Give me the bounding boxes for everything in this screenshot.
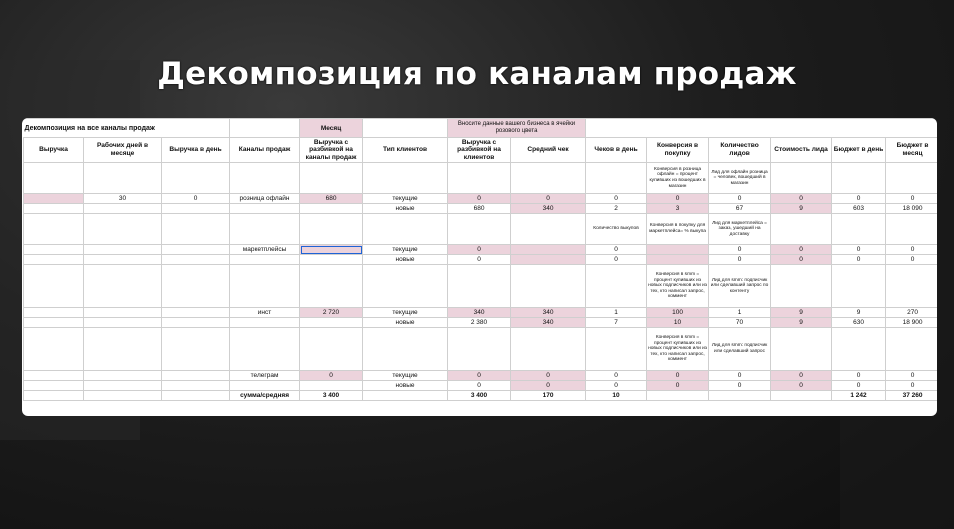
header-revenue-by-client: Выручка с разбивкой на клиентов — [448, 138, 511, 163]
cell[interactable]: 3 400 — [448, 391, 511, 401]
header-sales-channels: Каналы продаж — [230, 138, 300, 163]
cell[interactable] — [84, 255, 162, 265]
cell[interactable]: 0 — [586, 371, 647, 381]
cell[interactable] — [511, 255, 586, 265]
hint-cell: Вносите данные вашего бизнеса в ячейки розового цвета — [448, 119, 586, 138]
cell[interactable]: 1 242 — [832, 391, 886, 401]
cell[interactable] — [24, 318, 84, 328]
note-row — [24, 328, 938, 371]
cell[interactable] — [709, 391, 771, 401]
note-offline-leads: Лид для офлайн розница = человек, вошедший в магазин — [709, 163, 771, 194]
cell[interactable]: 3 400 — [300, 391, 363, 401]
cell[interactable]: 170 — [511, 391, 586, 401]
cell[interactable] — [230, 255, 300, 265]
total-label[interactable]: сумма/средняя — [230, 391, 300, 401]
cell[interactable]: 340 — [511, 318, 586, 328]
header-revenue-by-channel: Выручка с разбивкой на каналы продаж — [300, 138, 363, 163]
cell[interactable]: 0 — [771, 255, 832, 265]
note-smm-leads: Лид для smm: подписчик или сделавший запрос — [709, 328, 771, 371]
cell[interactable]: 0 — [448, 194, 511, 204]
note-receipts-count: Количество выкупов — [586, 214, 647, 245]
cell[interactable]: 0 — [771, 371, 832, 381]
cell[interactable] — [24, 255, 84, 265]
cell[interactable]: 0 — [832, 194, 886, 204]
table-row — [24, 194, 938, 204]
cell[interactable]: 340 — [511, 204, 586, 214]
cell[interactable]: 3 — [647, 204, 709, 214]
cell[interactable] — [84, 245, 162, 255]
cell[interactable]: текущие — [363, 245, 448, 255]
cell[interactable] — [647, 391, 709, 401]
note-row — [24, 214, 938, 245]
month-label: Месяц — [300, 119, 363, 138]
cell[interactable]: новые — [363, 318, 448, 328]
cell[interactable]: маркетплейсы — [230, 245, 300, 255]
cell[interactable] — [647, 245, 709, 255]
cell[interactable]: текущие — [363, 194, 448, 204]
cell[interactable] — [300, 255, 363, 265]
cell[interactable] — [230, 381, 300, 391]
note-offline-conversion: Конверсия в розница офлайн = процент купивших из вошедших в магазин — [647, 163, 709, 194]
cell[interactable] — [300, 204, 363, 214]
cell[interactable]: 0 — [448, 255, 511, 265]
cell[interactable]: 1 — [586, 308, 647, 318]
cell[interactable]: 0 — [448, 245, 511, 255]
cell[interactable]: 0 — [709, 245, 771, 255]
cell[interactable]: телеграм — [230, 371, 300, 381]
cell[interactable]: текущие — [363, 308, 448, 318]
note-mp-leads: Лид для маркетплейса = заказ, ушедший на доставку — [709, 214, 771, 245]
cell[interactable] — [162, 245, 230, 255]
table-row — [24, 381, 938, 391]
cell[interactable]: 9 — [771, 308, 832, 318]
cell[interactable] — [24, 194, 84, 204]
table-row — [24, 308, 938, 318]
cell[interactable]: 0 — [511, 194, 586, 204]
cell[interactable]: 0 — [300, 371, 363, 381]
table-row — [24, 204, 938, 214]
cell[interactable]: текущие — [363, 371, 448, 381]
note-mp-conversion: Конверсия в покупку для маркетплейса= % выкупа — [647, 214, 709, 245]
cell[interactable]: 2 720 — [300, 308, 363, 318]
cell[interactable] — [771, 391, 832, 401]
empty-cell — [586, 119, 937, 138]
cell[interactable]: 9 — [771, 204, 832, 214]
cell[interactable]: розница офлайн — [230, 194, 300, 204]
cell[interactable]: 18 900 — [886, 318, 937, 328]
cell[interactable] — [230, 318, 300, 328]
cell[interactable]: 0 — [886, 381, 937, 391]
cell[interactable]: 10 — [586, 391, 647, 401]
selected-cell[interactable] — [300, 245, 363, 255]
cell[interactable] — [162, 371, 230, 381]
cell[interactable]: 70 — [709, 318, 771, 328]
cell[interactable]: 0 — [886, 245, 937, 255]
cell[interactable] — [300, 318, 363, 328]
header-client-type: Тип клиентов — [363, 138, 448, 163]
cell[interactable] — [162, 308, 230, 318]
header-revenue: Выручка — [24, 138, 84, 163]
cell[interactable]: 680 — [300, 194, 363, 204]
cell[interactable] — [162, 318, 230, 328]
note-smm-conversion: Конверсия в smm = процент купивших из новых подписчиков или из тех, кто написал запрос, коммент — [647, 265, 709, 308]
cell[interactable]: 680 — [448, 204, 511, 214]
cell[interactable]: 18 090 — [886, 204, 937, 214]
cell[interactable]: 630 — [832, 318, 886, 328]
cell[interactable] — [84, 308, 162, 318]
cell[interactable]: 9 — [771, 318, 832, 328]
cell[interactable] — [24, 371, 84, 381]
cell[interactable]: 37 260 — [886, 391, 937, 401]
cell[interactable]: 9 — [832, 308, 886, 318]
cell[interactable] — [24, 391, 84, 401]
cell[interactable] — [84, 381, 162, 391]
cell[interactable]: инст — [230, 308, 300, 318]
slide-title: Декомпозиция по каналам продаж — [157, 56, 797, 92]
cell[interactable]: 0 — [886, 255, 937, 265]
cell[interactable] — [363, 391, 448, 401]
cell[interactable] — [24, 204, 84, 214]
cell[interactable] — [24, 308, 84, 318]
note-smm-conversion: Конверсия в smm = процент купивших из новых подписчиков или из тех, кто написал запрос, коммент — [647, 328, 709, 371]
cell[interactable] — [84, 371, 162, 381]
cell[interactable] — [162, 255, 230, 265]
header-conversion: Конверсия в покупку — [647, 138, 709, 163]
cell[interactable]: 0 — [709, 381, 771, 391]
cell[interactable]: 270 — [886, 308, 937, 318]
header-revenue-per-day: Выручка в день — [162, 138, 230, 163]
cell[interactable]: 7 — [586, 318, 647, 328]
spacer-cell — [230, 119, 300, 138]
note-row — [24, 265, 938, 308]
cell[interactable]: 0 — [586, 245, 647, 255]
header-budget-day: Бюджет в день — [832, 138, 886, 163]
cell[interactable] — [230, 204, 300, 214]
table-row — [24, 318, 938, 328]
table-title-row — [24, 119, 938, 138]
header-working-days: Рабочих дней в месяце — [84, 138, 162, 163]
cell[interactable]: 0 — [886, 371, 937, 381]
cell[interactable]: 0 — [647, 371, 709, 381]
cell[interactable]: 340 — [511, 308, 586, 318]
cell[interactable]: 2 — [586, 204, 647, 214]
table-row — [24, 245, 938, 255]
cell[interactable]: 0 — [709, 194, 771, 204]
cell[interactable]: 1 — [709, 308, 771, 318]
cell[interactable] — [84, 391, 162, 401]
cell[interactable]: 0 — [586, 255, 647, 265]
cell[interactable]: 0 — [586, 194, 647, 204]
cell[interactable]: новые — [363, 204, 448, 214]
header-checks-per-day: Чеков в день — [586, 138, 647, 163]
cell[interactable] — [511, 245, 586, 255]
table-row — [24, 255, 938, 265]
cell[interactable]: 2 380 — [448, 318, 511, 328]
cell[interactable]: 0 — [709, 371, 771, 381]
decomposition-table — [23, 118, 937, 401]
cell[interactable] — [647, 255, 709, 265]
cell[interactable]: 0 — [771, 245, 832, 255]
cell[interactable]: 0 — [511, 381, 586, 391]
cell[interactable]: 0 — [771, 381, 832, 391]
cell[interactable] — [24, 245, 84, 255]
cell[interactable] — [162, 391, 230, 401]
header-budget-month: Бюджет в месяц — [886, 138, 937, 163]
cell[interactable] — [162, 204, 230, 214]
cell[interactable]: 0 — [832, 255, 886, 265]
cell[interactable]: 0 — [162, 194, 230, 204]
cell[interactable]: 100 — [647, 308, 709, 318]
spreadsheet[interactable] — [22, 118, 937, 416]
cell[interactable]: 0 — [886, 194, 937, 204]
cell[interactable]: 0 — [709, 255, 771, 265]
cell[interactable] — [84, 318, 162, 328]
month-value-cell[interactable] — [363, 119, 448, 138]
cell[interactable]: 10 — [647, 318, 709, 328]
header-average-check: Средний чек — [511, 138, 586, 163]
cell[interactable] — [24, 381, 84, 391]
table-row — [24, 371, 938, 381]
header-row — [24, 138, 938, 163]
cell[interactable]: 0 — [771, 194, 832, 204]
cell[interactable]: 0 — [448, 381, 511, 391]
cell[interactable]: 0 — [832, 245, 886, 255]
table-title: Декомпозиция на все каналы продаж — [24, 119, 230, 138]
cell[interactable] — [300, 381, 363, 391]
cell[interactable] — [162, 381, 230, 391]
cell[interactable]: 340 — [448, 308, 511, 318]
cell[interactable]: 603 — [832, 204, 886, 214]
cell[interactable]: 0 — [586, 381, 647, 391]
cell[interactable]: 0 — [832, 381, 886, 391]
header-lead-cost: Стоимость лида — [771, 138, 832, 163]
note-row — [24, 163, 938, 194]
cell[interactable]: 0 — [511, 371, 586, 381]
cell[interactable]: 30 — [84, 194, 162, 204]
header-leads: Количество лидов — [709, 138, 771, 163]
cell[interactable]: 0 — [448, 371, 511, 381]
total-row — [24, 391, 938, 401]
cell[interactable]: 0 — [832, 371, 886, 381]
cell[interactable]: 67 — [709, 204, 771, 214]
cell[interactable] — [84, 204, 162, 214]
note-smm-leads: Лид для smm: подписчик или сделавший запрос по контенту — [709, 265, 771, 308]
cell[interactable]: 0 — [647, 194, 709, 204]
cell[interactable]: новые — [363, 255, 448, 265]
cell[interactable]: 0 — [647, 381, 709, 391]
cell[interactable]: новые — [363, 381, 448, 391]
